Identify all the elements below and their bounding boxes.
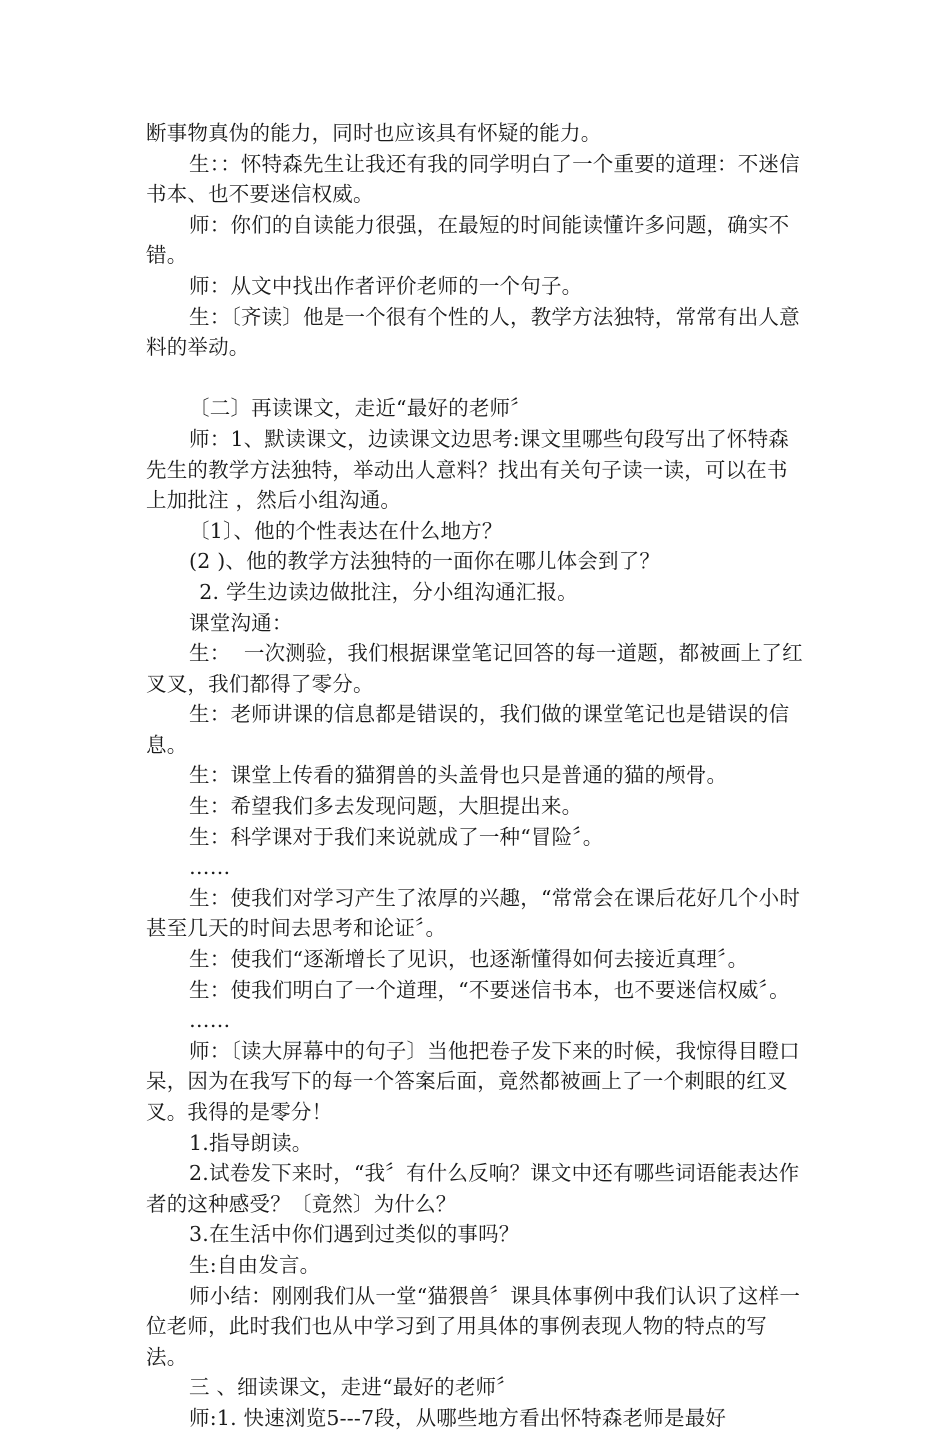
- paragraph: 2.试卷发下来时，“我〞有什么反响？课文中还有哪些词语能表达作者的这种感受？〔竟然〕为什么？: [146, 1161, 800, 1216]
- paragraph: 生：使我们明白了一个道理，“不要迷信书本，也不要迷信权威〞。: [189, 977, 790, 1002]
- paragraph: 师：从文中找出作者评价老师的一个句子。: [189, 273, 583, 298]
- paragraph: 生：使我们对学习产生了浓厚的兴趣，“常常会在课后花好几个小时甚至几天的时间去思考和论证〞。: [146, 885, 801, 941]
- paragraph: 生:自由发言。: [189, 1252, 321, 1277]
- paragraph: 生：课堂上传看的猫猬兽的头盖骨也只是普通的猫的颅骨。: [189, 763, 728, 788]
- section-heading: 〔二〕再读课文，走近“最好的老师〞: [189, 396, 531, 421]
- document-page: [146, 118, 806, 1434]
- paragraph: 〔1〕、他的个性表达在什么地方？: [189, 518, 503, 543]
- paragraph: 师:1. 快速浏览5---7段，从哪些地方看出怀特森老师是最好: [189, 1405, 727, 1430]
- paragraph: (2 )、他的教学方法独特的一面你在哪儿体会到了？: [189, 549, 661, 574]
- blank-line: [146, 363, 806, 394]
- paragraph: 生： 一次测验，我们根据课堂笔记回答的每一道题，都被画上了红叉叉，我们都得了零分。: [146, 641, 803, 696]
- paragraph: 课堂沟通：: [189, 610, 293, 635]
- paragraph: 生：科学课对于我们来说就成了一种“冒险〞。: [189, 824, 604, 849]
- paragraph: 生：使我们“逐渐增长了见识，也逐渐懂得如何去接近真理〞。: [189, 947, 749, 972]
- paragraph: 生：希望我们多去发现问题，大胆提出来。: [189, 794, 583, 819]
- paragraph: 师：你们的自读能力很强，在最短的时间能读懂许多问题，确实不错。: [146, 212, 790, 268]
- paragraph: 断事物真伪的能力，同时也应该具有怀疑的能力。: [146, 121, 602, 145]
- paragraph: 师：〔读大屏幕中的句子〕当他把卷子发下来的时候，我惊得目瞪口呆，因为在我写下的每一个答案后面，竟然都被画上了一个刺眼的红叉叉。我得的是零分！: [146, 1038, 800, 1124]
- paragraph: 师：1、默读课文，边读课文边思考:课文里哪些句段写出了怀特森先生的教学方法独特，举动出人意料？找出有关句子读一读，可以在书上加批注 ，然后小组沟通。: [146, 426, 789, 513]
- paragraph: 2. 学生边读边做批注，分小组沟通汇报。: [199, 579, 578, 604]
- section-heading: 三 、细读课文，走进“最好的老师〞: [189, 1375, 517, 1400]
- paragraph: 生：老师讲课的信息都是错误的，我们做的课堂笔记也是错误的信息。: [146, 702, 790, 757]
- paragraph: 1.指导朗读。: [189, 1130, 313, 1155]
- paragraph: 师小结：刚刚我们从一堂“猫猥兽〞课具体事例中我们认识了这样一位老师，此时我们也从中学习到了用具体的事例表现人物的特点的写法。: [146, 1283, 801, 1369]
- paragraph: 生：〔齐读〕他是一个很有个性的人，教学方法独特，常常有出人意料的举动。: [146, 304, 800, 360]
- paragraph: 3.在生活中你们遇到过类似的事吗？: [189, 1222, 520, 1247]
- ellipsis-line: ……: [189, 855, 231, 880]
- ellipsis-line: ……: [189, 1008, 231, 1033]
- paragraph: 生：：怀特森先生让我还有我的同学明白了一个重要的道理：不迷信书本、也不要迷信权威。: [146, 151, 800, 207]
